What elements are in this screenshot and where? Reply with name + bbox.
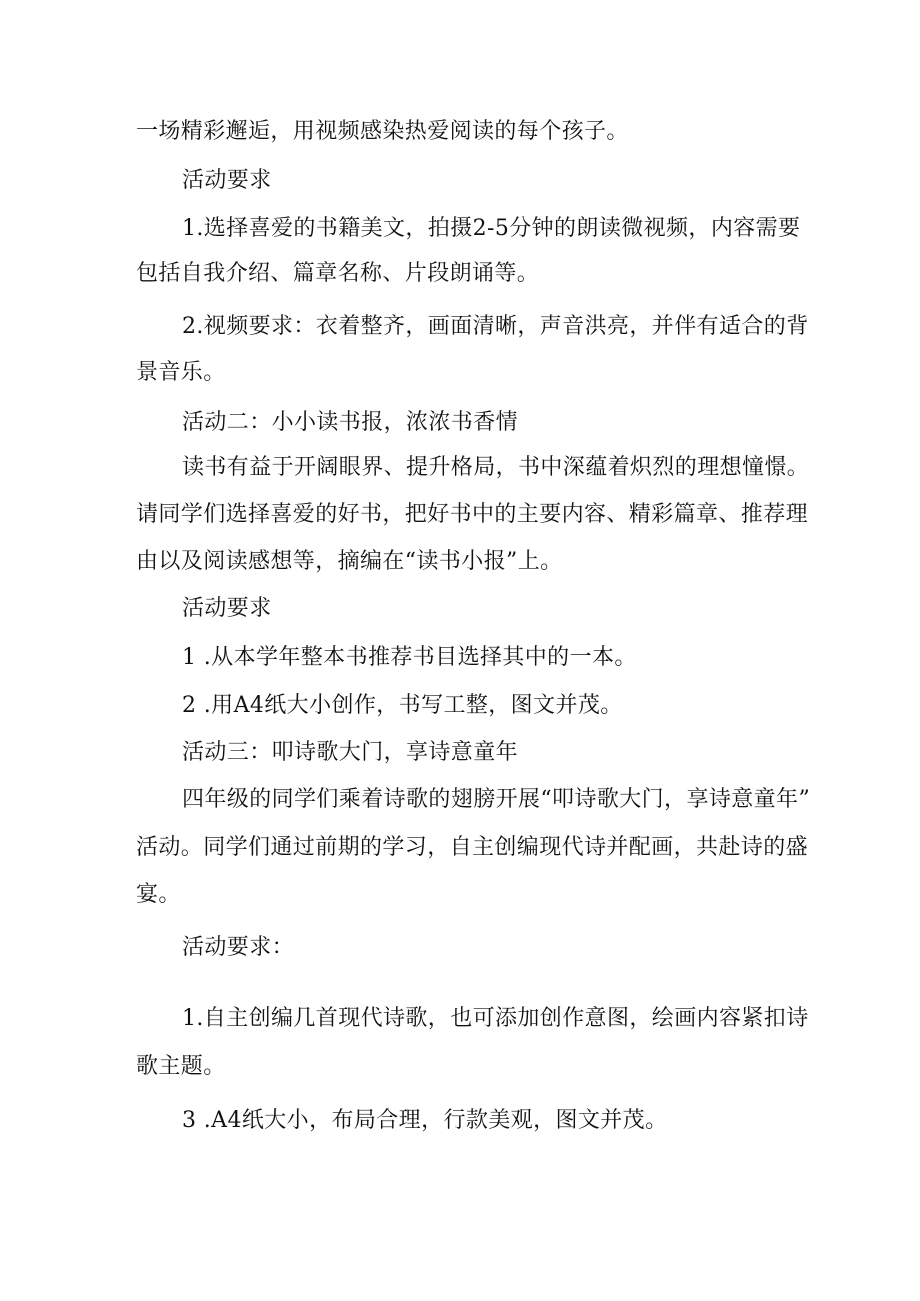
section-heading: 活动三：叩诗歌大门，享诗意童年 [182,740,519,765]
section-heading: 活动要求 [182,596,272,621]
paragraph-line: 活动。同学们通过前期的学习，自主创编现代诗并配画，共赴诗的盛 [136,835,809,860]
list-item: 2 .用A4纸大小创作，书写工整，图文并茂。 [182,693,623,718]
section-heading: 活动要求 [182,168,272,193]
text-line: 歌主题。 [136,1054,226,1079]
paragraph-line: 读书有益于开阔眼界、提升格局，书中深蕴着炽烈的理想憧憬。 [182,455,810,480]
text-line: 包括自我介绍、篇章名称、片段朗诵等。 [136,261,540,286]
paragraph-line: 宴。 [136,882,181,907]
section-heading: 活动要求： [182,935,295,960]
list-item: 3 .A4纸大小，布局合理，行款美观，图文并茂。 [182,1108,668,1133]
text-line: 景音乐。 [136,360,226,385]
list-item: 2.视频要求：衣着整齐，画面清晰，声音洪亮，并伴有适合的背 [182,314,809,339]
list-item: 1 .从本学年整本书推荐书目选择其中的一本。 [182,645,637,670]
paragraph-line: 请同学们选择喜爱的好书，把好书中的主要内容、精彩篇章、推荐理 [136,502,809,527]
list-item: 1.选择喜爱的书籍美文，拍摄2-5分钟的朗读微视频，内容需要 [182,216,801,241]
section-heading: 活动二：小小读书报，浓浓书香情 [182,410,519,435]
text-line: 一场精彩邂逅，用视频感染热爱阅读的每个孩子。 [136,119,629,144]
list-item: 1.自主创编几首现代诗歌，也可添加创作意图，绘画内容紧扣诗 [182,1006,809,1031]
paragraph-line: 四年级的同学们乘着诗歌的翅膀开展“叩诗歌大门，享诗意童年” [182,787,811,812]
paragraph-line: 由以及阅读感想等，摘编在“读书小报”上。 [136,549,563,574]
